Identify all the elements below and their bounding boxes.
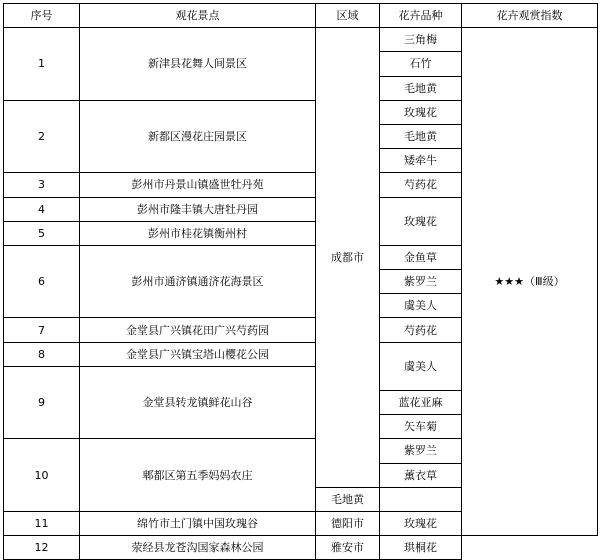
spot-name: 新都区漫花庄园景区 — [80, 100, 316, 173]
header-index: 花卉观赏指数 — [462, 4, 598, 28]
spot-no: 3 — [4, 173, 80, 197]
spot-no: 2 — [4, 100, 80, 173]
flower-cell: 毛地黄 — [316, 487, 380, 511]
rating-level: （Ⅲ级） — [524, 275, 565, 289]
flower-cell: 紫罗兰 — [380, 439, 462, 463]
flower-cell: 珙桐花 — [380, 536, 462, 560]
flower-cell: 虞美人 — [380, 342, 462, 390]
spot-name: 金堂县广兴镇花田广兴芍药园 — [80, 318, 316, 342]
rating-cell — [462, 28, 598, 536]
header-row — [4, 4, 598, 28]
spot-name: 新津县花舞人间景区 — [80, 28, 316, 101]
spot-no: 11 — [4, 511, 80, 535]
flower-cell: 蓝花亚麻 — [380, 391, 462, 415]
spot-no: 7 — [4, 318, 80, 342]
region-cell: 德阳市 — [316, 511, 380, 535]
spot-name: 彭州市通济镇通济花海景区 — [80, 245, 316, 318]
flower-cell: 毛地黄 — [380, 124, 462, 148]
flower-cell: 矮牵牛 — [380, 149, 462, 173]
table-row — [4, 536, 598, 560]
region-cell: 雅安市 — [316, 536, 380, 560]
spot-no: 5 — [4, 221, 80, 245]
flower-cell: 玫瑰花 — [380, 511, 462, 535]
spot-name: 彭州市隆丰镇大唐牡丹园 — [80, 197, 316, 221]
spot-name: 彭州市桂花镇衡州村 — [80, 221, 316, 245]
spot-name: 彭州市丹景山镇盛世牡丹苑 — [80, 173, 316, 197]
flower-cell: 玫瑰花 — [380, 100, 462, 124]
spot-no: 6 — [4, 245, 80, 318]
header-no: 序号 — [4, 4, 80, 28]
header-spot: 观花景点 — [80, 4, 316, 28]
flower-cell: 薰衣草 — [380, 463, 462, 487]
flower-cell: 芍药花 — [380, 173, 462, 197]
flower-viewing-table — [3, 3, 598, 560]
flower-cell: 芍药花 — [380, 318, 462, 342]
flower-cell: 矢车菊 — [380, 415, 462, 439]
spot-name: 荥经县龙苍沟国家森林公园 — [80, 536, 316, 560]
spot-name: 金堂县广兴镇宝塔山樱花公园 — [80, 342, 316, 366]
region-cell: 成都市 — [316, 28, 380, 488]
flower-cell: 金鱼草 — [380, 245, 462, 269]
flower-cell: 虞美人 — [380, 294, 462, 318]
flower-cell: 玫瑰花 — [380, 197, 462, 245]
flower-cell: 石竹 — [380, 52, 462, 76]
spot-no: 9 — [4, 366, 80, 439]
spot-no: 10 — [4, 439, 80, 512]
spot-name: 郫都区第五季妈妈农庄 — [80, 439, 316, 512]
flower-cell: 毛地黄 — [380, 76, 462, 100]
spot-no: 1 — [4, 28, 80, 101]
flower-cell: 三角梅 — [380, 28, 462, 52]
spot-name: 金堂县转龙镇鲜花山谷 — [80, 366, 316, 439]
table-row — [4, 28, 598, 52]
header-flower: 花卉品种 — [380, 4, 462, 28]
spot-no: 12 — [4, 536, 80, 560]
spot-name: 绵竹市土门镇中国玫瑰谷 — [80, 511, 316, 535]
flower-cell: 紫罗兰 — [380, 270, 462, 294]
star-rating-icon: ★★★ — [494, 275, 524, 289]
header-region: 区域 — [316, 4, 380, 28]
spot-no: 4 — [4, 197, 80, 221]
spot-no: 8 — [4, 342, 80, 366]
